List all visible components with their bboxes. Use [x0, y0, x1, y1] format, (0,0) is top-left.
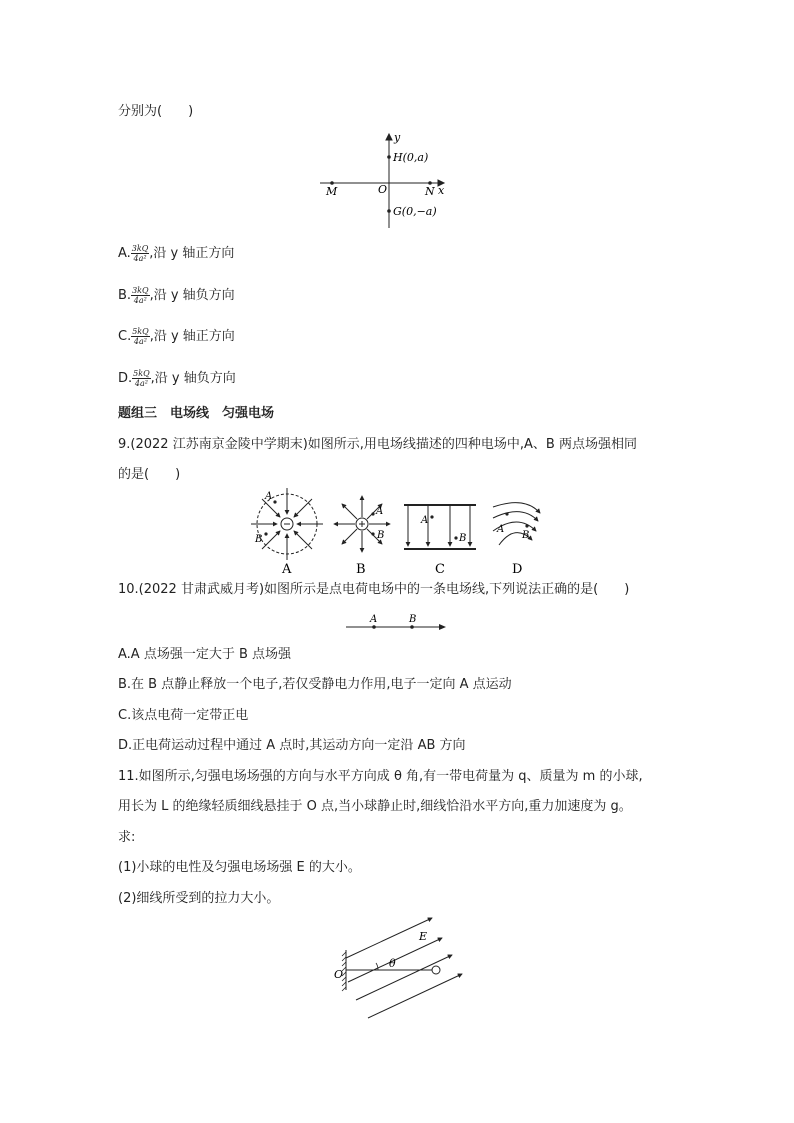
origin-label: O — [378, 183, 388, 196]
angle-theta-label: θ — [389, 957, 396, 970]
q11-sub-question-2: (2)细线所受到的拉力大小。 — [118, 891, 280, 906]
q10-option-a[interactable]: A.A 点场强一定大于 B 点场强 — [118, 647, 292, 662]
caption-c: C — [435, 562, 445, 577]
q11-stem-line2: 用长为 L 的绝缘轻质细线悬挂于 O 点,当小球静止时,细线恰沿水平方向,重力加速度为 g。 — [118, 799, 632, 814]
q10-option-c[interactable]: C.该点电荷一定带正电 — [118, 708, 249, 723]
q8-option-b[interactable]: B. $\frac{3kQ}{\text{4a²}}$ ,沿 y 轴负方向 — [118, 286, 235, 305]
q11-stem-line1: 11.如图所示,匀强电场场强的方向与水平方向成 θ 角,有一带电荷量为 q、质量为 m 的小球, — [118, 769, 643, 784]
q9-stem-line1: 9.(2022 江苏南京金陵中学期末)如图所示,用电场线描述的四种电场中,A、B 两点场强相同 — [118, 437, 637, 452]
point-M-label: M — [326, 185, 338, 198]
fraction: $\frac{5kQ}{\text{4a²}}$ — [133, 369, 150, 388]
q10-point-a: A — [370, 614, 378, 625]
q9-stem-line2: 的是( ) — [118, 467, 181, 482]
fig-a-point-a: A — [265, 491, 273, 502]
fig-b-point-b: B — [377, 530, 385, 541]
q8-option-d[interactable]: D. $\frac{5kQ}{\text{4a²}}$ ,沿 y 轴负方向 — [118, 369, 236, 388]
q10-option-d[interactable]: D.正电荷运动过程中通过 A 点时,其运动方向一定沿 AB 方向 — [118, 738, 466, 753]
point-N-label: N — [425, 185, 435, 198]
caption-d: D — [512, 562, 523, 577]
fraction: $\frac{5kQ}{\text{4a²}}$ — [132, 327, 149, 346]
q10-option-b[interactable]: B.在 B 点静止释放一个电子,若仅受静电力作用,电子一定向 A 点运动 — [118, 677, 512, 692]
q8-option-a[interactable]: A. $\frac{3kQ}{\text{4a²}}$ ,沿 y 轴正方向 — [118, 244, 235, 263]
fig-c-point-b: B — [459, 533, 467, 544]
fig-d-point-a: A — [497, 524, 505, 535]
y-axis-label: y — [394, 131, 401, 144]
q11-stem-line3: 求: — [118, 830, 136, 845]
point-H-label: H(0,a) — [393, 151, 429, 164]
section-heading: 题组三 电场线 匀强电场 — [118, 406, 275, 421]
fraction: $\frac{3kQ}{\text{4a²}}$ — [132, 286, 149, 305]
caption-b: B — [356, 562, 366, 577]
field-e-label: E — [419, 930, 428, 943]
fig-a-point-b: B — [255, 534, 263, 545]
pivot-o-label: O — [334, 968, 344, 981]
x-axis-label: x — [438, 184, 445, 197]
q8-tail-text: 分别为( ) — [118, 104, 194, 119]
point-G-label: G(0,−a) — [393, 205, 437, 218]
fig-d-point-b: B — [522, 530, 530, 541]
caption-a: A — [282, 562, 292, 577]
q11-sub-question-1: (1)小球的电性及匀强电场场强 E 的大小。 — [118, 860, 361, 875]
q10-point-b: B — [409, 614, 417, 625]
q8-option-c[interactable]: C. $\frac{5kQ}{\text{4a²}}$ ,沿 y 轴正方向 — [118, 327, 235, 346]
q10-stem: 10.(2022 甘肃武威月考)如图所示是点电荷电场中的一条电场线,下列说法正确的是( ) — [118, 582, 630, 597]
fig-b-point-a: A — [376, 506, 384, 517]
fig-c-point-a: A — [421, 515, 429, 526]
fraction: $\frac{3kQ}{\text{4a²}}$ — [131, 244, 149, 263]
